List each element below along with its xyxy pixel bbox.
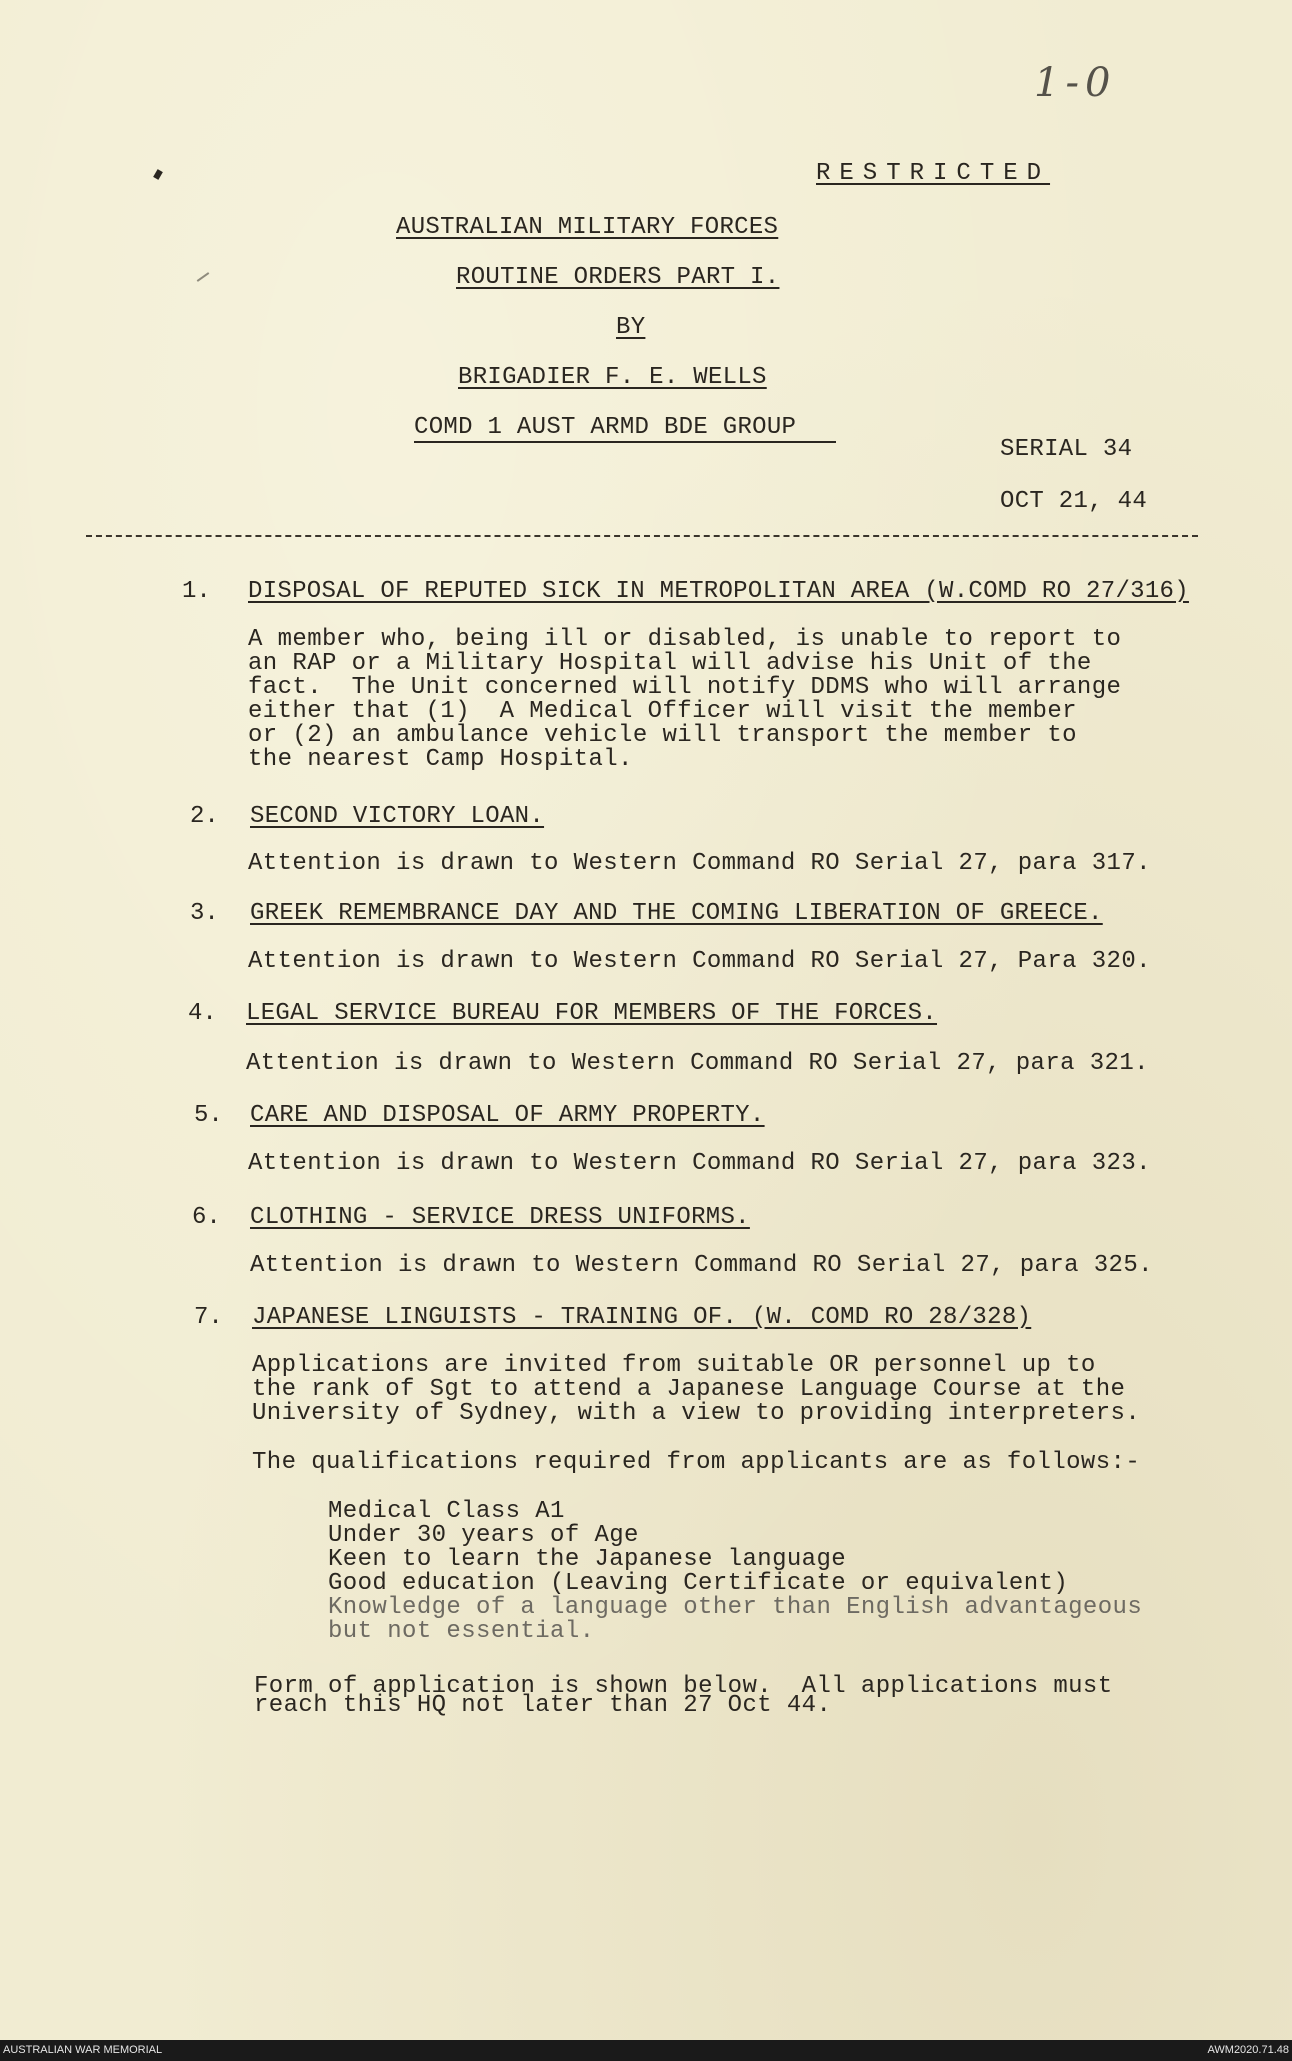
header-line-5: COMD 1 AUST ARMD BDE GROUP — [414, 414, 836, 443]
order-number: 7. — [194, 1304, 223, 1331]
qualification-item: Good education (Leaving Certificate or equivalent) — [328, 1570, 1069, 1597]
ink-mark — [153, 169, 163, 180]
archive-footer — [0, 2040, 1292, 2061]
order-body-line: the rank of Sgt to attend a Japanese Language Course at the — [252, 1376, 1126, 1403]
order-number: 6. — [192, 1204, 221, 1231]
handwritten-folio-number: 1-0 — [1034, 60, 1117, 106]
header-line-4: BRIGADIER F. E. WELLS — [458, 364, 767, 391]
closing-line: Form of application is shown below. All applications must — [254, 1673, 1113, 1700]
order-title: CARE AND DISPOSAL OF ARMY PROPERTY. — [250, 1102, 765, 1129]
header-divider — [86, 535, 1198, 537]
order-body-line: or (2) an ambulance vehicle will transport the member to — [248, 722, 1077, 749]
order-number: 5. — [194, 1102, 223, 1129]
serial-number: SERIAL 34 — [1000, 436, 1133, 463]
closing-line: reach this HQ not later than 27 Oct 44. — [254, 1692, 832, 1719]
order-body-line: an RAP or a Military Hospital will advise his Unit of the — [248, 650, 1092, 677]
qualification-item: Under 30 years of Age — [328, 1522, 639, 1549]
order-number: 1. — [182, 578, 211, 605]
order-body-line: fact. The Unit concerned will notify DDMS who will arrange — [248, 674, 1122, 701]
archive-name: AUSTRALIAN WAR MEMORIAL — [3, 2044, 163, 2056]
order-body-line: Attention is drawn to Western Command RO Serial 27, Para 320. — [248, 948, 1151, 975]
order-body-line: either that (1) A Medical Officer will visit the member — [248, 698, 1077, 725]
qualification-item: Knowledge of a language other than English advantageous — [328, 1594, 1143, 1621]
order-title: SECOND VICTORY LOAN. — [250, 803, 545, 830]
order-body-line: Attention is drawn to Western Command RO Serial 27, para 323. — [248, 1150, 1151, 1177]
order-body-line: the nearest Camp Hospital. — [248, 746, 633, 773]
order-number: 4. — [188, 1000, 217, 1027]
header-line-2: ROUTINE ORDERS PART I. — [456, 264, 780, 291]
ink-mark — [197, 272, 210, 282]
order-title: DISPOSAL OF REPUTED SICK IN METROPOLITAN AREA (W.COMD RO 27/316) — [248, 578, 1189, 605]
qualification-item: Medical Class A1 — [328, 1498, 565, 1525]
order-title: GREEK REMEMBRANCE DAY AND THE COMING LIBERATION OF GREECE. — [250, 900, 1103, 927]
order-body-line: Attention is drawn to Western Command RO Serial 27, para 325. — [250, 1252, 1153, 1279]
order-title: LEGAL SERVICE BUREAU FOR MEMBERS OF THE FORCES. — [246, 1000, 938, 1027]
order-body-line: Attention is drawn to Western Command RO Serial 27, para 321. — [246, 1050, 1149, 1077]
order-date: OCT 21, 44 — [1000, 488, 1148, 515]
order-title: CLOTHING - SERVICE DRESS UNIFORMS. — [250, 1204, 750, 1231]
classification-stamp: RESTRICTED — [816, 160, 1051, 187]
order-body-line: Attention is drawn to Western Command RO Serial 27, para 317. — [248, 850, 1151, 877]
qualifications-intro: The qualifications required from applicants are as follows:- — [252, 1449, 1141, 1476]
qualification-item: but not essential. — [328, 1618, 595, 1645]
header-line-1: AUSTRALIAN MILITARY FORCES — [396, 214, 779, 241]
qualification-item: Keen to learn the Japanese language — [328, 1546, 847, 1573]
order-title: JAPANESE LINGUISTS - TRAINING OF. (W. COMD RO 28/328) — [252, 1304, 1032, 1331]
archive-reference: AWM2020.71.48 — [1207, 2044, 1289, 2056]
order-number: 3. — [190, 900, 219, 927]
order-body-line: A member who, being ill or disabled, is unable to report to — [248, 626, 1122, 653]
order-body-line: University of Sydney, with a view to providing interpreters. — [252, 1400, 1141, 1427]
order-number: 2. — [190, 803, 219, 830]
order-body-line: Applications are invited from suitable OR personnel up to — [252, 1352, 1096, 1379]
header-line-3: BY — [616, 314, 646, 341]
